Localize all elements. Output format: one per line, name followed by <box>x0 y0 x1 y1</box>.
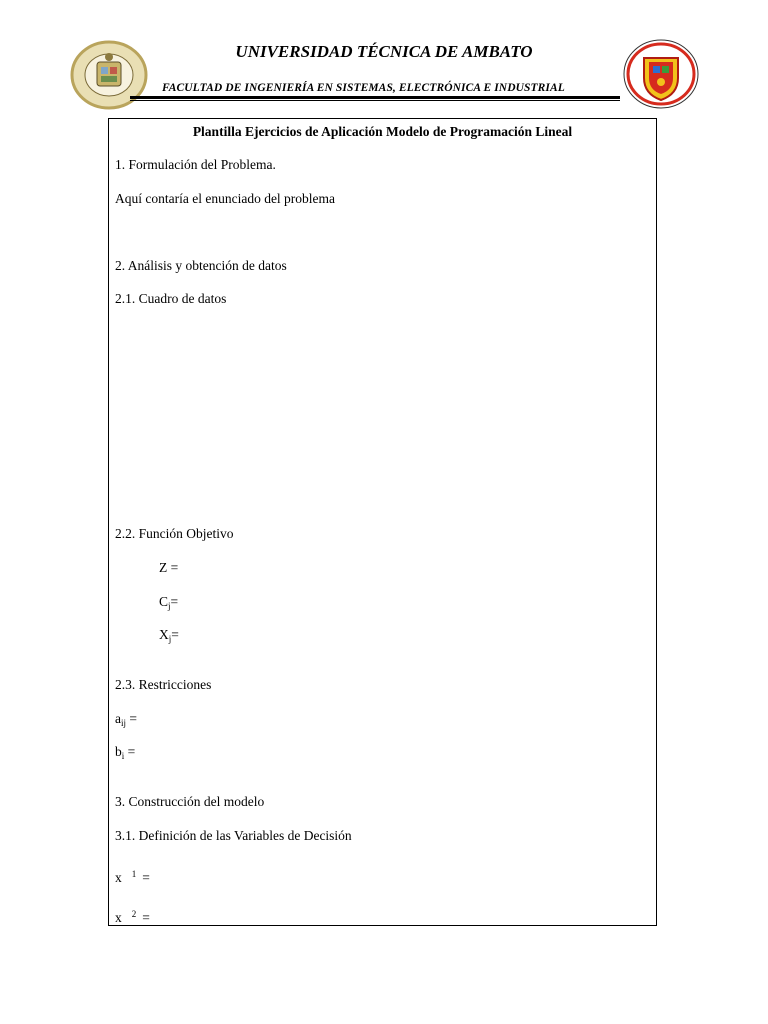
aij-base: a <box>115 711 121 726</box>
section-1-text: Aquí contaría el enunciado del problema <box>115 191 336 206</box>
xj-equals: = <box>171 627 179 642</box>
cj-equals: = <box>170 594 179 609</box>
x2-base: x <box>115 910 122 925</box>
university-seal-right-icon <box>622 38 700 110</box>
x2-equation <box>115 909 150 926</box>
header-rule-thin <box>130 100 620 101</box>
x1-index: 1 <box>131 869 137 879</box>
section-3-1-heading: 3.1. Definición de las Variables de Decisión <box>115 828 352 843</box>
xj-base: X <box>159 627 169 642</box>
cj-subscript: j <box>168 601 171 611</box>
xj-subscript: j <box>168 634 172 644</box>
bi-base: b <box>115 744 122 759</box>
template-box <box>108 118 657 926</box>
faculty-name: FACULTAD DE INGENIERÍA EN SISTEMAS, ELECTRÓNICA E INDUSTRIAL <box>162 82 565 94</box>
bi-equation <box>115 744 135 761</box>
x2-equals: = <box>142 910 150 925</box>
x1-base: x <box>115 870 122 885</box>
bi-equals: = <box>127 744 136 759</box>
cj-base: C <box>159 594 169 609</box>
section-2-2-heading: 2.2. Función Objetivo <box>115 526 234 541</box>
xj-equation <box>159 627 179 644</box>
template-title: Plantilla Ejercicios de Aplicación Modelo de Programación Lineal <box>192 124 573 139</box>
x2-index: 2 <box>131 909 137 919</box>
x1-equation <box>115 869 150 886</box>
z-equation: Z = <box>159 560 179 575</box>
section-2-3-heading: 2.3. Restricciones <box>115 677 212 692</box>
x1-equals: = <box>142 870 150 885</box>
aij-equals: = <box>129 711 138 726</box>
university-name: UNIVERSIDAD TÉCNICA DE AMBATO <box>235 42 533 61</box>
section-1-heading: 1. Formulación del Problema. <box>115 157 276 172</box>
section-2-1-heading: 2.1. Cuadro de datos <box>115 291 227 306</box>
section-3-heading: 3. Construcción del modelo <box>115 794 265 809</box>
header-rule-thick <box>130 96 620 99</box>
aij-subscript: ij <box>121 718 127 728</box>
section-2-heading: 2. Análisis y obtención de datos <box>115 258 287 273</box>
aij-equation <box>115 711 137 728</box>
bi-subscript: i <box>121 751 125 761</box>
cj-equation <box>159 594 178 611</box>
